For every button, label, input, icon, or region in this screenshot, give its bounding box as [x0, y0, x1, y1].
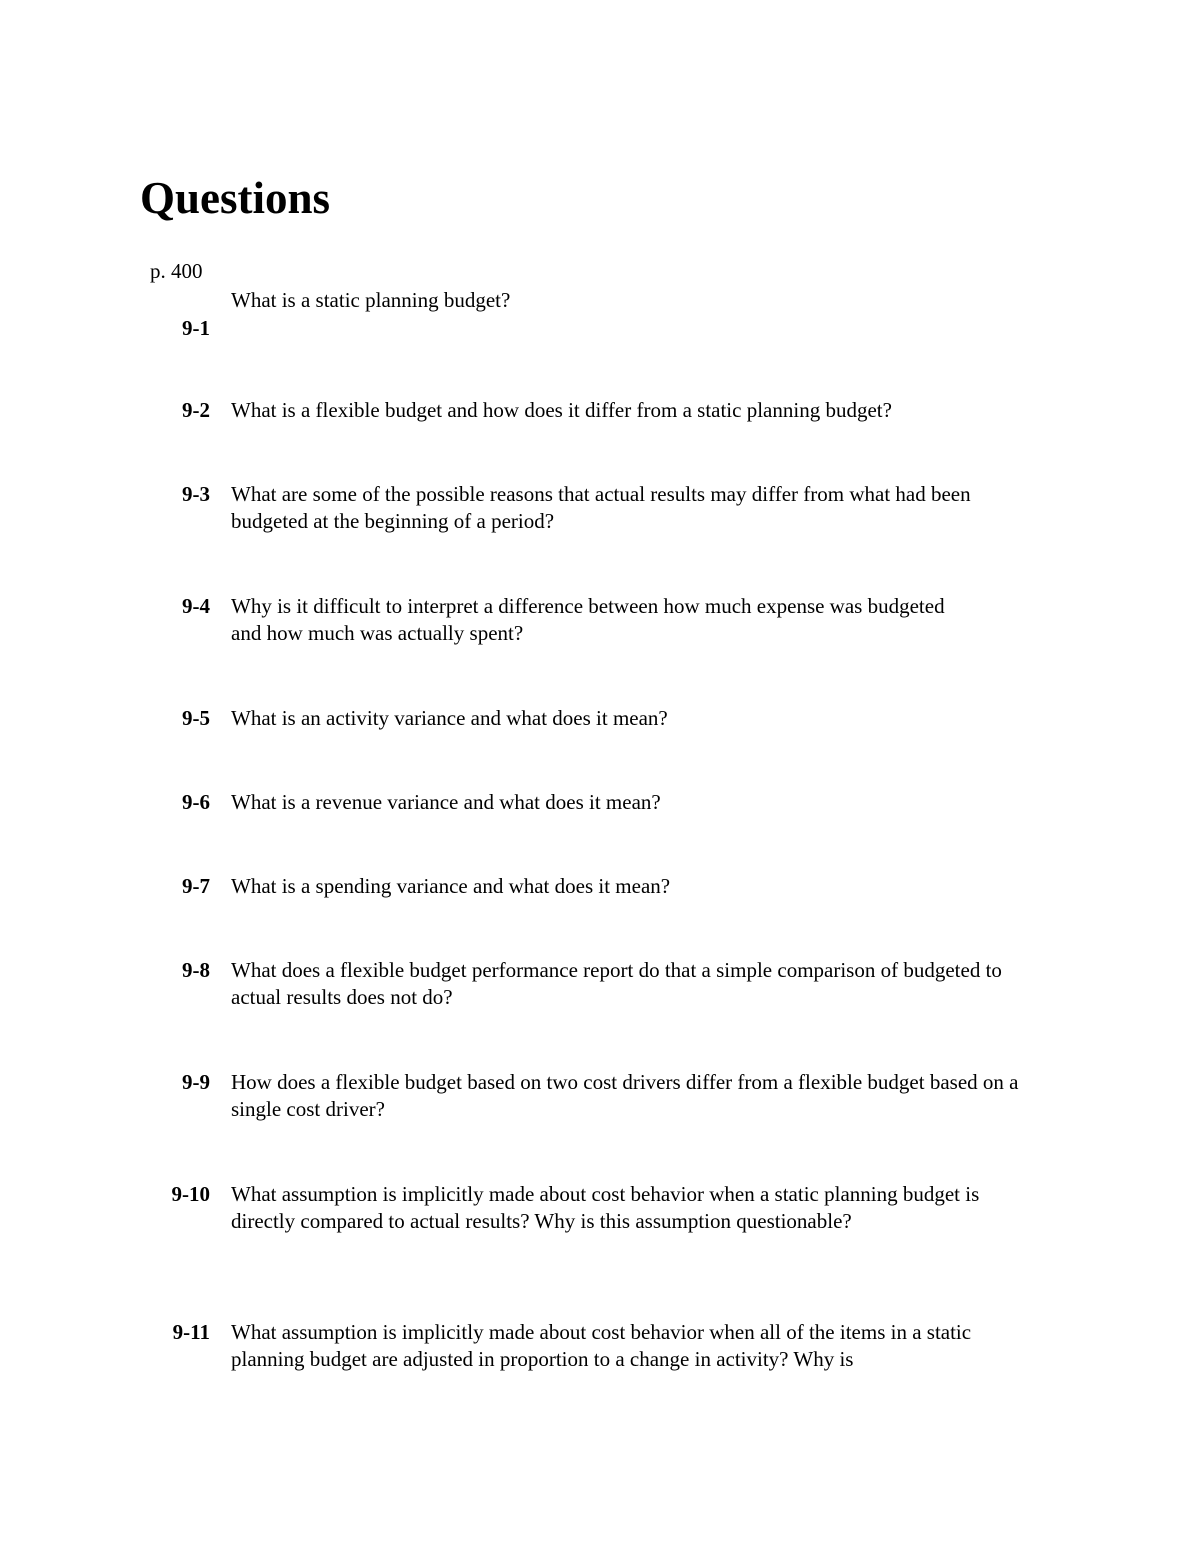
- question-text: What is a static planning budget?: [231, 288, 511, 312]
- question-number: 9-5: [182, 706, 210, 730]
- question-number: 9-6: [182, 790, 210, 814]
- question-number: 9-11: [172, 1320, 210, 1344]
- question-number: 9-2: [182, 398, 210, 422]
- question-text: What is an activity variance and what does it mean?: [231, 706, 668, 730]
- question-text: Why is it difficult to interpret a difference between how much expense was budgeted and how much was actually spent?: [231, 594, 945, 645]
- question-number: 9-9: [182, 1070, 210, 1094]
- question-number: 9-8: [182, 958, 210, 982]
- question-text: What assumption is implicitly made about cost behavior when all of the items in a static planning budget are adjusted in proportion to a change in activity? Why is: [231, 1320, 972, 1371]
- question-number: 9-4: [182, 594, 210, 618]
- question-text: What is a spending variance and what does it mean?: [231, 874, 671, 898]
- question-text: How does a flexible budget based on two cost drivers differ from a flexible budget based on a single cost driver?: [231, 1070, 1019, 1121]
- question-text: What is a flexible budget and how does it differ from a static planning budget?: [231, 398, 892, 422]
- question-text: What is a revenue variance and what does it mean?: [231, 790, 661, 814]
- question-number: 9-10: [171, 1182, 210, 1206]
- question-number: 9-3: [182, 482, 210, 506]
- question-text: What assumption is implicitly made about cost behavior when a static planning budget is directly compared to actual results? Why is this assumption questionable?: [231, 1182, 980, 1233]
- question-text: What does a flexible budget performance report do that a simple comparison of budgeted to actual results does not do?: [231, 958, 1002, 1009]
- question-number: 9-7: [182, 874, 210, 898]
- question-text: What are some of the possible reasons that actual results may differ from what had been budgeted at the beginning of a period?: [231, 482, 971, 533]
- page-reference: p. 400: [150, 259, 203, 283]
- question-number: 9-1: [182, 316, 210, 340]
- page-title: Questions: [140, 173, 331, 223]
